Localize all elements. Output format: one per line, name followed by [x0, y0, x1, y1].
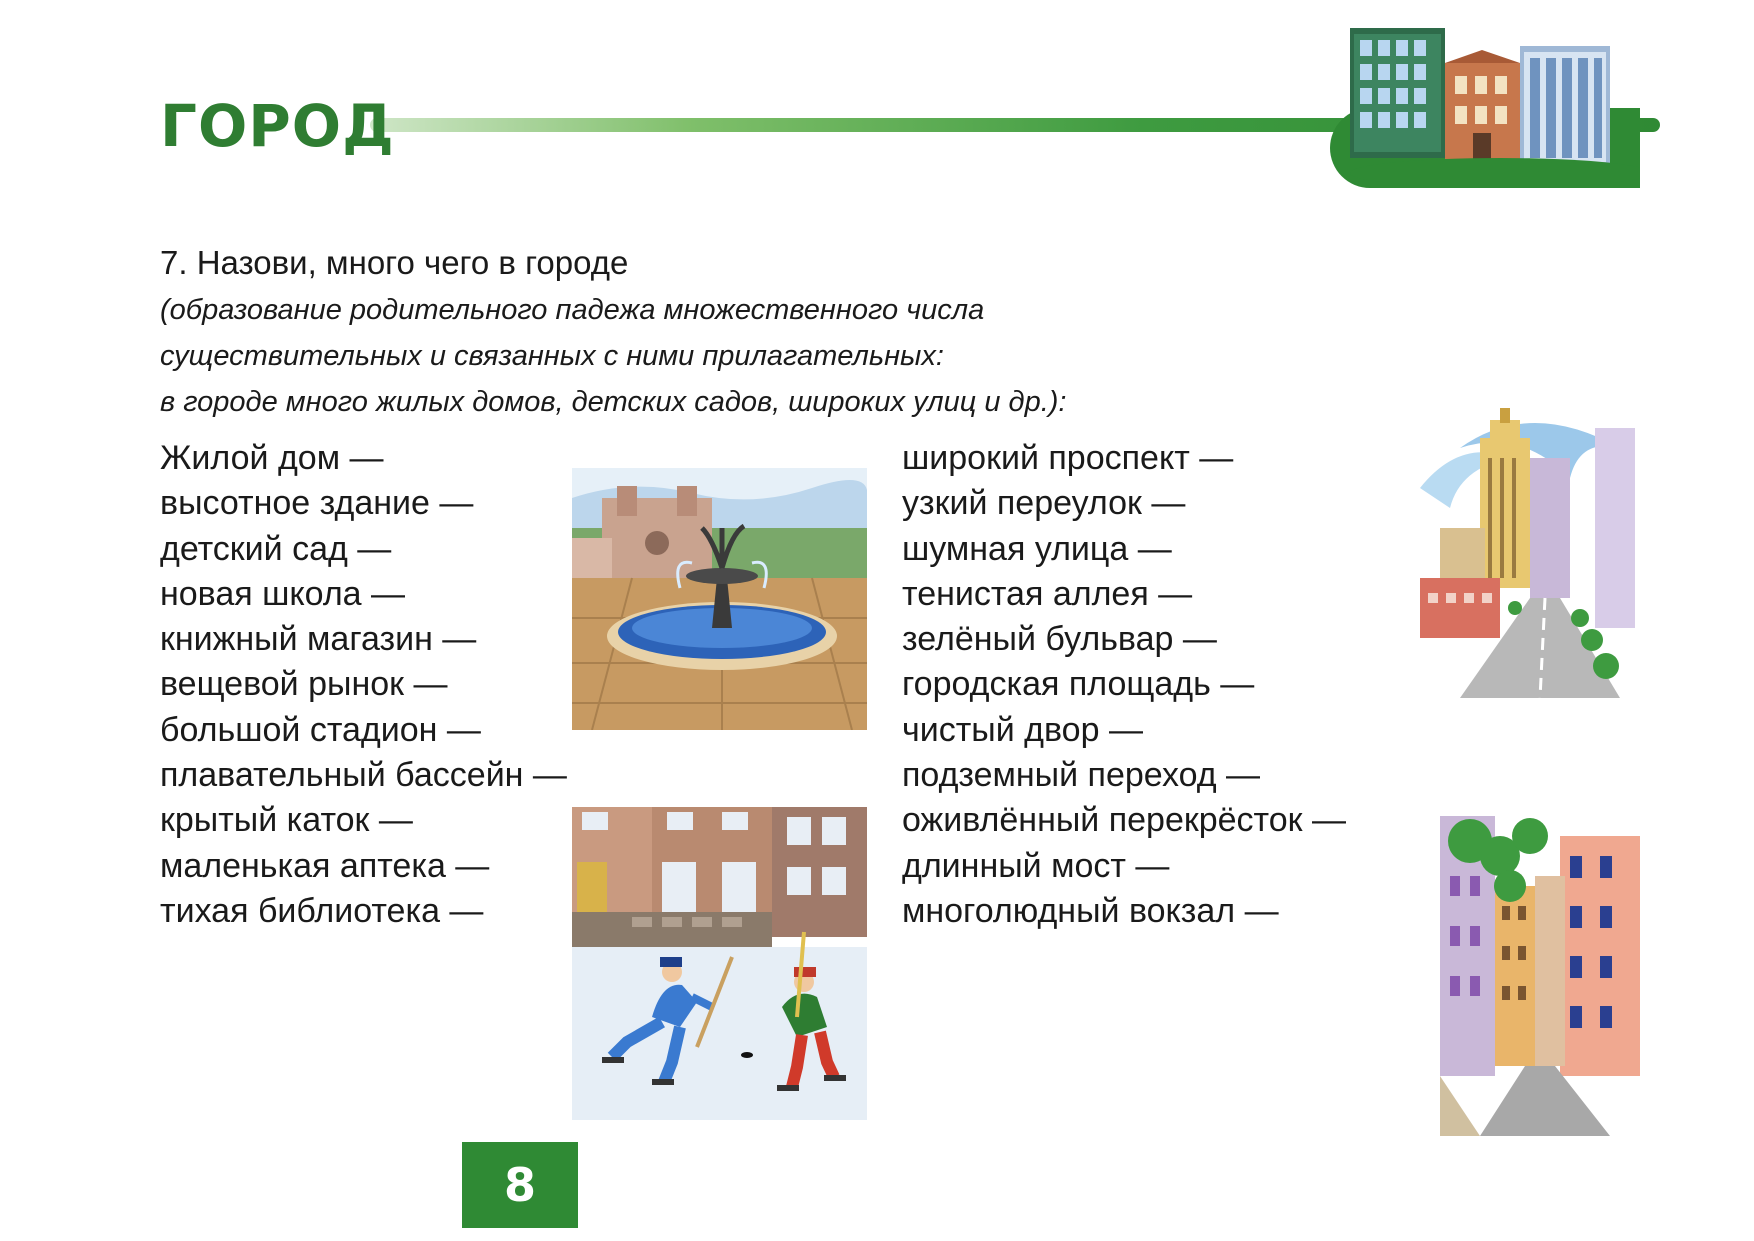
list-item: маленькая аптека — [160, 846, 490, 885]
task-note-line: (образование родительного падежа множественного числа [160, 294, 985, 326]
list-item: подземный переход — [902, 756, 1261, 795]
city-buildings-illustration [1350, 28, 1640, 188]
list-item: длинный мост — [902, 846, 1170, 885]
task-note-line: в городе много жилых домов, детских садов, широких улиц и др.): [160, 386, 1067, 418]
ice-hockey-illustration [572, 807, 867, 1120]
page-title: ГОРОД [160, 92, 395, 160]
list-item: шумная улица — [902, 529, 1172, 568]
narrow-street-illustration [1440, 816, 1640, 1136]
right-word-list [902, 436, 1346, 934]
list-item: плавательный бассейн — [160, 756, 567, 795]
list-item: высотное здание — [160, 484, 474, 523]
avenue-skyscraper-illustration [1420, 408, 1640, 698]
list-item: городская площадь — [902, 665, 1255, 704]
list-item: книжный магазин — [160, 620, 477, 659]
list-item: зелёный бульвар — [902, 620, 1217, 659]
list-item: тихая библиотека — [160, 891, 484, 930]
list-item: детский сад — [160, 529, 392, 568]
page-number: 8 [503, 1158, 536, 1212]
list-item: узкий переулок — [902, 484, 1186, 523]
list-item: широкий проспект — [902, 439, 1234, 477]
list-item: вещевой рынок — [160, 665, 448, 704]
list-item: многолюдный вокзал — [902, 891, 1279, 930]
list-item: Жилой дом — [160, 439, 384, 477]
task-note-line: существительных и связанных с ними прилагательных: [160, 340, 944, 372]
list-item: новая школа — [160, 574, 406, 613]
list-item: крытый каток — [160, 801, 413, 840]
list-item: тенистая аллея — [902, 574, 1193, 613]
list-item: чистый двор — [902, 710, 1143, 749]
left-word-list [160, 436, 567, 934]
fountain-square-illustration [572, 468, 867, 730]
task-title: 7. Назови, много чего в городе [160, 244, 629, 281]
list-item: большой стадион — [160, 710, 481, 749]
list-item: оживлённый перекрёсток — [902, 801, 1346, 840]
